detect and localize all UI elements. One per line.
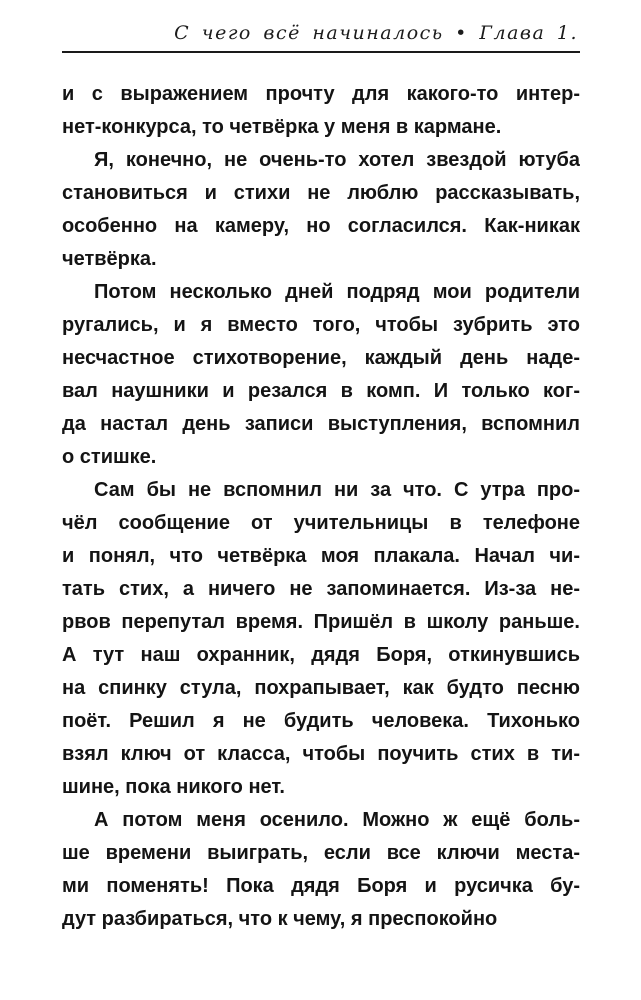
text-line: о стишке. [62,446,157,468]
text-line: нет-конкурса, то четвёрка у меня в кармане. [62,116,502,138]
running-header: С чего всё начиналось • Глава 1. [174,22,578,44]
paragraph [62,144,580,276]
text-line: дут разбираться, что к чему, я преспокойно [62,908,498,930]
text-line: вал наушники и резался в комп. И только ког- [62,380,580,402]
text-line: чёл сообщение от учительницы в телефоне [62,512,580,534]
text-line: на спинку стула, похрапывает, как будто песню [62,677,580,699]
text-line: да настал день записи выступления, вспомнил [62,413,580,435]
page-body [62,78,580,936]
text-line: и понял, что четвёрка моя плакала. Начал чи- [62,545,580,567]
paragraph [62,276,580,474]
text-line: ми поменять! Пока дядя Боря и русичка бу- [62,875,580,897]
text-line: четвёрка. [62,248,157,270]
text-line: тать стих, а ничего не запоминается. Из-за не- [62,578,580,600]
text-line: шине, пока никого нет. [62,776,285,798]
text-line: несчастное стихотворение, каждый день наде- [62,347,580,369]
text-line: А потом меня осенило. Можно ж ещё боль- [94,809,580,831]
text-line: Сам бы не вспомнил ни за что. С утра про- [94,479,580,501]
paragraph [62,474,580,804]
text-line: ругались, и я вместо того, чтобы зубрить это [62,314,580,336]
header-rule [62,51,580,53]
text-line: Потом несколько дней подряд мои родители [94,281,580,303]
text-line: рвов перепутал время. Пришёл в школу раньше. [62,611,580,633]
text-line: и с выражением прочту для какого-то интер- [62,83,580,105]
text-line: А тут наш охранник, дядя Боря, откинувшись [62,644,580,666]
text-line: взял ключ от класса, чтобы поучить стих в ти- [62,743,580,765]
text-line: поёт. Решил я не будить человека. Тихонько [62,710,580,732]
paragraph [62,804,580,936]
paragraph [62,78,580,144]
text-line: Я, конечно, не очень-то хотел звездой ютуба [94,149,580,171]
text-line: особенно на камеру, но согласился. Как-никак [62,215,580,237]
text-line: становиться и стихи не люблю рассказывать, [62,182,580,204]
text-line: ше времени выиграть, если все ключи места- [62,842,580,864]
page-header [62,22,580,53]
